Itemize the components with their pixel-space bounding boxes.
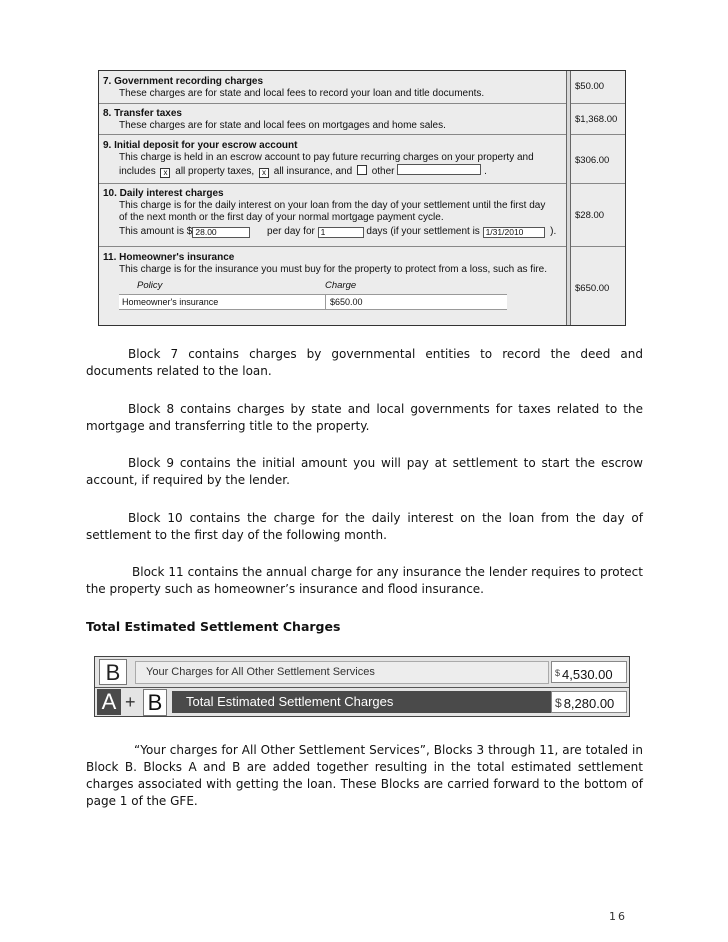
block-7-desc: These charges are for state and local fees to record your loan and title documents. (119, 88, 485, 99)
property-taxes-label: all property taxes, (175, 166, 255, 177)
total-label: Total Estimated Settlement Charges (172, 691, 552, 713)
policy-charge: $650.00 (325, 295, 363, 309)
daily-rate-field[interactable]: 28.00 (192, 227, 250, 238)
block-10 (99, 184, 566, 247)
closing-paren: ). (550, 226, 557, 237)
block-11 (99, 247, 566, 327)
block-7-title: 7. Government recording charges (103, 76, 264, 87)
block-9-desc: This charge is held in an escrow account to pay future recurring charges on your property and (119, 152, 534, 163)
block-10-amount: $28.00 (575, 210, 605, 221)
block-8-title: 8. Transfer taxes (103, 108, 182, 119)
section-heading: Total Estimated Settlement Charges (86, 619, 341, 634)
block-11-title: 11. Homeowner's insurance (103, 252, 235, 263)
block-11-amount: $650.00 (575, 283, 610, 294)
paragraph-block-7: Block 7 contains charges by governmental entities to record the deed and documents related to the loan. (86, 347, 643, 378)
other-checkbox[interactable] (357, 165, 367, 175)
form-amounts (571, 71, 625, 325)
block-8-amount: $1,368.00 (575, 114, 618, 125)
block-b-row (95, 657, 629, 687)
paragraph-block-11: Block 11 contains the annual charge for any insurance the lender requires to protect the property such as homeowner’s insurance and flood insurance. (86, 565, 643, 596)
settlement-date-field[interactable]: 1/31/2010 (483, 227, 545, 238)
block-8 (99, 104, 566, 135)
other-field[interactable] (397, 164, 481, 175)
block-7 (99, 71, 566, 104)
property-taxes-checkbox[interactable]: x (160, 168, 170, 178)
block-b-amount: 4,530.00 (562, 667, 613, 682)
block-10-desc-1: This charge is for the daily interest on your loan from the day of your settlement until the first day (119, 200, 546, 211)
amount-divider (571, 103, 625, 104)
dollar-sign: $ (555, 696, 562, 710)
block-9-title: 9. Initial deposit for your escrow account (103, 140, 298, 151)
per-day-label: per day for (267, 226, 315, 237)
total-charges-box (94, 656, 630, 717)
other-label: other (371, 166, 395, 177)
block-10-amount-line (103, 226, 566, 238)
block-9-amount: $306.00 (575, 155, 610, 166)
block-7-amount: $50.00 (575, 81, 605, 92)
block-10-title: 10. Daily interest charges (103, 188, 224, 199)
block-ab-b-letter: B (143, 689, 167, 716)
block-b-label: Your Charges for All Other Settlement Services (135, 661, 549, 684)
block-a-letter: A (97, 689, 121, 715)
block-9-includes-line: includes x all property taxes, x all insurance, and other . (119, 166, 487, 177)
amount-divider (571, 183, 625, 184)
gfe-form-excerpt (98, 70, 626, 326)
total-amount: 8,280.00 (563, 696, 615, 711)
block-11-desc: This charge is for the insurance you must buy for the property to protect from a loss, such as fire. (119, 264, 547, 275)
policy-column-header: Policy (137, 280, 163, 291)
amount-divider (571, 246, 625, 247)
paragraph-block-8: Block 8 contains charges by state and local governments for taxes related to the mortgage and transferring title to the property. (86, 402, 643, 433)
insurance-checkbox[interactable]: x (259, 168, 269, 178)
paragraph-block-9: Block 9 contains the initial amount you will pay at settlement to start the escrow account, if required by the lender. (86, 456, 643, 487)
days-field[interactable]: 1 (318, 227, 364, 238)
block-8-desc: These charges are for state and local fees on mortgages and home sales. (119, 120, 446, 131)
days-label: days (if your settlement is (366, 226, 480, 237)
form-descriptions (99, 71, 567, 325)
total-amount-box (551, 691, 627, 713)
policy-name: Homeowner's insurance (122, 297, 219, 307)
page-number: 16 (609, 910, 627, 923)
block-10-desc-2: of the next month or the first day of your normal mortgage payment cycle. (119, 212, 444, 223)
amount-divider (571, 134, 625, 135)
insurance-table-row (119, 294, 507, 310)
plus-sign: + (125, 692, 136, 712)
amount-prefix: This amount is $ (119, 226, 193, 237)
block-ab-row (95, 687, 629, 717)
includes-label: includes (119, 166, 156, 177)
dollar-sign: $ (555, 668, 561, 678)
block-b-letter: B (105, 660, 121, 685)
charge-column-header: Charge (325, 280, 357, 291)
block-9 (99, 135, 566, 184)
block-b-amount-box (551, 661, 627, 683)
insurance-label: all insurance, and (273, 166, 353, 177)
block-b-letter-box (99, 659, 127, 685)
paragraph-block-10: Block 10 contains the charge for the daily interest on the loan from the day of settlement to the first day of the following month. (86, 511, 643, 542)
paragraph-totals: “Your charges for All Other Settlement Services”, Blocks 3 through 11, are totaled in Block B. Blocks A and B are added together resulting in the total estimated settlement charges associated with getting the loan. These Blocks are carried forward to the bottom of page 1 of the GFE. (86, 743, 643, 808)
